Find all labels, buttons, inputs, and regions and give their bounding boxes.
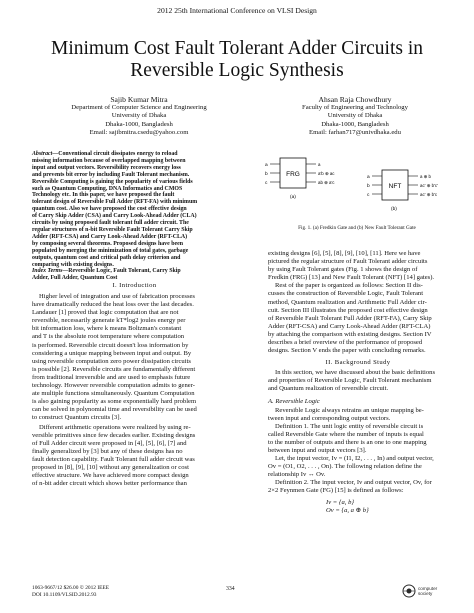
frg-input-c: c <box>265 181 268 186</box>
paragraph: Different arithmetic operations were realized by using re- versible primitives since few decades earlier. Existing designs of Full Adder circuit were proposed in [4], [5], [6], [7] and finally generalized by [3] but any of these designs has no fault detection capability. Fault Tolerant full adder circuit was proposed in [8], [9], [10] without any generalization or cost effective structure. We have achieved more compact design of n-bit adder circuit which shows better performance than <box>32 423 196 488</box>
author-email[interactable]: Email: farhan717@univdhaka.edu <box>309 128 401 136</box>
figure-caption: Fig. 1. (a) Fredkin Gate and (b) New Fault Tolerant Gate <box>298 225 416 231</box>
footer-copyright: 1063-9667/12 $26.00 © 2012 IEEE DOI 10.1109/VLSID.2012.93 <box>32 585 110 598</box>
computer-society-icon <box>402 584 416 598</box>
nft-label: NFT <box>388 183 402 190</box>
sub-label-a: (a) <box>290 195 296 200</box>
author-name: Ahsan Raja Chowdhury <box>318 95 392 104</box>
conference-header: 2012 25th International Conference on VLSI Design <box>157 6 317 15</box>
title-line-1: Minimum Cost Fault Tolerant Adder Circuits in <box>50 38 423 59</box>
computer-society-logo: computer society <box>402 582 450 602</box>
paragraph: Rest of the paper is organized as follows: Section II dis- cusses the construction of Reversible Logic, Fault Tolerant method, Quantum realization and Arithmetic Full Adder cir- cuit. Section III illustrates the proposed cost effective design of Reversible Fault Tolerant Full Adder (RFT-FA), Carry Skip Adder (RFT-CSA) and Carry Look-Ahead Adder (RFT-CLA) by attaching the comparison with existing designs. Section IV describes a brief overview of the performance of proposed designs. Section V ends the paper with concluding remarks. <box>268 282 432 355</box>
equation-output: Ov = {a, a ⊕ b} <box>326 506 369 514</box>
frg-output-r: ab ⊕ a'c <box>318 180 335 185</box>
author-email[interactable]: Email: sajibmitra.csedu@yahoo.com <box>89 128 189 136</box>
nft-input-c: c <box>367 193 370 198</box>
author-dept: Department of Computer Science and Engineering <box>71 104 207 112</box>
author-block-2 <box>250 96 460 137</box>
author-univ: University of Dhaka <box>111 112 167 120</box>
introduction-section <box>32 282 237 488</box>
author-city: Dhaka-1000, Bangladesh <box>105 120 173 128</box>
author-univ: University of Dhaka <box>327 112 383 120</box>
paper-title <box>0 38 474 82</box>
right-column-text <box>268 250 448 514</box>
author-block-1 <box>34 96 244 137</box>
sub-label-b: (b) <box>391 207 397 212</box>
gate-diagram <box>262 150 452 212</box>
subsection-heading: A. Reversible Logic <box>268 397 320 405</box>
nft-input-a: a <box>367 175 370 180</box>
figure-1 <box>262 150 452 231</box>
paragraph: Reversible Logic always retrains an unique mapping be- tween input and corresponding output vectors. <box>268 406 424 422</box>
frg-output-q: a'b ⊕ ac <box>318 171 335 176</box>
author-dept: Faculty of Engineering and Technology <box>301 104 408 112</box>
equations <box>326 499 448 514</box>
definition-1: Definition 1. The unit logic entity of reversible circuit is called Reversible Gate where the number of inputs is equal to the number of outputs and there is an one to one mapping between input and output vectors [3]. <box>268 422 427 454</box>
paragraph: Higher level of integration and use of fabrication processes have dramatically reduced the heat loss over the last decades. Landauer [1] proved that logic computation that are not reversible, necessarily generate kT*log2 joules energy per bit information loss, where k means Boltzman's constant and T is the absolute root temperature where computation is performed. Reversible circuit doesn't loss information by considering a unique mapping between input and output. By using reversible computation zero power dissipation circuits is possible [2]. Reversible circuits are fundamentally different from traditional irreversible and are used to emphasis future technology. However reversible computation admits to gener- ate multiple functions simultaneously. Quantum Computation is also gaining popularity as some exponentially hard problem can be solved in polynomial time and reversibility can be used to construct Quantum circuits [3]. <box>32 293 197 422</box>
nft-output-p: a ⊕ b <box>420 174 432 179</box>
author-name: Sajib Kumar Mitra <box>110 95 168 104</box>
frg-output-p: a <box>318 162 321 167</box>
abstract: Abstract—Conventional circuit dissipates energy to reload missing information because of overlapped mapping between input and output vectors. Reversibility recovers energy loss and prevents bit error by including Fault Tolerant mechanism. Reversible Computing is gaining the popularity of various fields such as Quantum Computing, DNA Informatics and CMOS Technology etc. In this paper, we have proposed the fault tolerant design of Reversible Full Adder (RFT-FA) with minimum quantum cost. Also we have proposed the cost effective design of Carry Skip Adder (CSA) and Carry Look-Ahead Adder (CLA) circuits by using proposed fault tolerant full adder circuit. The regular structures of n-bit Reversible Fault Tolerant Carry Skip Adder (RFT-CSA) and Carry Look-Ahead Adder (RFT-CLA) by composing several theorems. Proposed designs have been populated by merging the minimization of total gates, garbage outputs, quantum cost and critical path delay criterion and comparing with existing designs. Index Terms—Reversible Logic, Fault Tolerant, Carry Skip Adder, Full Adder, Quantum Cost <box>32 151 237 282</box>
paragraph: In this section, we have discussed about the basic definitions and properties of Reversible Logic, Fault Tolerant mechanism and Quantum realization of reversible circuit. <box>268 369 436 393</box>
section-heading: I. Introduction <box>112 282 157 289</box>
frg-input-b: b <box>265 172 268 177</box>
frg-input-a: a <box>265 163 268 168</box>
index-terms: Index Terms—Reversible Logic, Fault Tolerant, Carry Skip <box>32 268 181 275</box>
page-number: 334 <box>226 586 235 592</box>
nft-output-q: ac' ⊕ b'c' <box>420 183 438 188</box>
nft-input-b: b <box>367 184 370 189</box>
definition-2: Definition 2. The input vector, Iv and output vector, Ov, for 2×2 Feynmen Gate (FG) [15] is defined as follows: <box>268 479 432 495</box>
title-line-2: Reversible Logic Synthesis <box>130 60 344 81</box>
nft-output-r: ac' ⊕ b'c <box>420 192 438 197</box>
frg-label: FRG <box>286 171 300 178</box>
paragraph: existing designs [6], [5], [8], [9], [10], [11]. Here we have pictured the regular structure of Fault Tolerant adder circuits by using Fault Tolerant gates (Fig. 1 shows the design of Fredkin (FRG) [13] and New Fault Tolerant (NFT) [14] gates). <box>268 250 435 282</box>
equation-input: Iv = {a, b} <box>326 498 355 506</box>
abstract-label: Abstract <box>32 151 53 157</box>
author-city: Dhaka-1000, Bangladesh <box>321 120 389 128</box>
paragraph: Let, the input vector, Iv = (I1, I2, . . . , In) and output vector, Ov = (O1, O2, . . . , On). The following relation define the relationship Iv ↔ Ov. <box>268 455 434 479</box>
section-heading: II. Background Study <box>325 359 391 367</box>
